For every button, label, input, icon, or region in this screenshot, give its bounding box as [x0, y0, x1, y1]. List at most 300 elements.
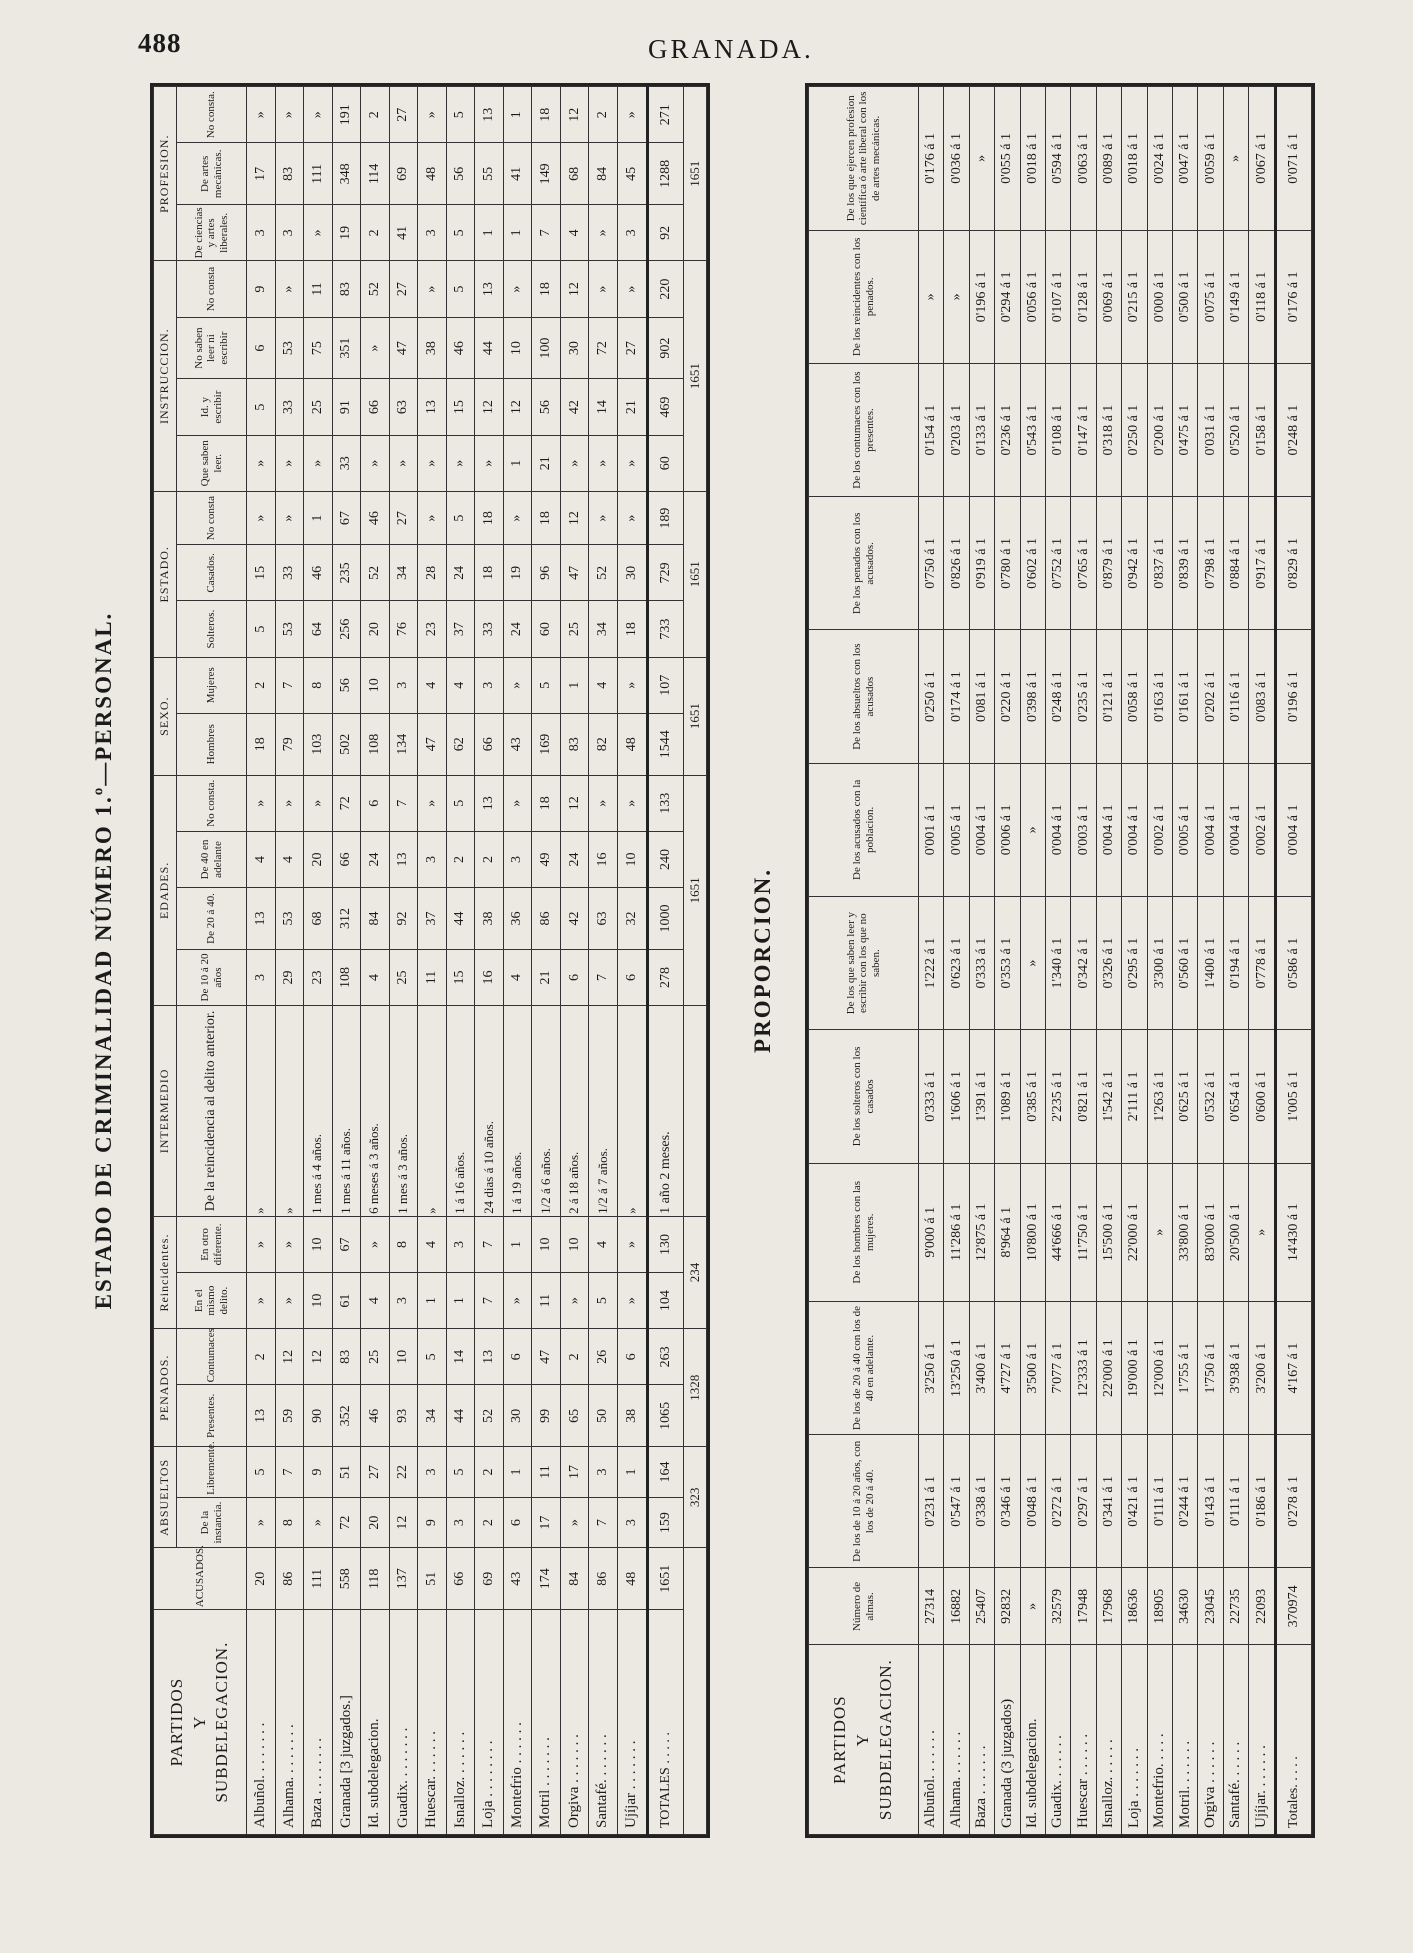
cell-otro: 4	[589, 1216, 618, 1272]
col-prop-hombres-mujeres: De los hombres con las mujeres.	[809, 1163, 919, 1301]
cell-mismo: 1	[418, 1273, 447, 1329]
total-snc: 189	[648, 491, 684, 544]
cell-mujeres: 8	[304, 657, 333, 713]
cell-c8: 0'780 á 1	[995, 497, 1020, 630]
cell-contumaces: 26	[589, 1329, 618, 1385]
cell-hombres: 62	[446, 713, 475, 775]
cell-mujeres: 1	[560, 657, 589, 713]
total-intermedio: 1 año 2 meses.	[648, 1006, 684, 1217]
cell-escribir: 12	[503, 379, 532, 435]
cell-mismo: »	[617, 1273, 647, 1329]
cell-leer: »	[247, 435, 276, 491]
cell-c5: 3'300 á 1	[1147, 897, 1172, 1030]
cell-mismo: 5	[589, 1273, 618, 1329]
cell-c1: 0'341 á 1	[1096, 1435, 1121, 1568]
cell-c10: 0'056 á 1	[1020, 230, 1045, 363]
cell-c8: 0'602 á 1	[1020, 497, 1045, 630]
cell-solteros: 33	[475, 601, 504, 657]
cell-c2: 7'077 á 1	[1046, 1301, 1071, 1434]
cell-c4: 0'625 á 1	[1173, 1030, 1198, 1163]
cell-mujeres: »	[617, 657, 647, 713]
cell-hombres: 79	[275, 713, 304, 775]
cell-c1: 0'244 á 1	[1173, 1435, 1198, 1568]
cell-intermedio: 2 á 18 años.	[560, 1006, 589, 1217]
cell-mismo: 4	[361, 1273, 390, 1329]
cell-nosaben: 44	[475, 317, 504, 379]
cell-instancia: 12	[389, 1497, 418, 1548]
total-e40: 240	[648, 831, 684, 887]
cell-otro: »	[617, 1216, 647, 1272]
cell-mujeres: 3	[475, 657, 504, 713]
cell-c10: »	[919, 230, 944, 363]
cell-c9: 0'318 á 1	[1096, 363, 1121, 496]
cell-leer: »	[475, 435, 504, 491]
cell-ciencias: 19	[332, 205, 361, 261]
cell-pnc: »	[275, 87, 304, 143]
cell-presentes: 352	[332, 1385, 361, 1447]
cell-c3: 8'964 á 1	[995, 1163, 1020, 1301]
table-row	[1096, 87, 1121, 1835]
cell-inc: 13	[475, 261, 504, 317]
table-row	[475, 87, 504, 1835]
cell-mecanicas: 48	[418, 143, 447, 205]
total-enc: 133	[648, 775, 684, 831]
partido-name: Motril. . . . . . .	[1173, 1645, 1198, 1835]
cell-presentes: 30	[503, 1385, 532, 1447]
cell-mujeres: 3	[389, 657, 418, 713]
cell-e10: 21	[532, 949, 561, 1005]
cell-otro: 1	[503, 1216, 532, 1272]
cell-c9: 0'158 á 1	[1249, 363, 1276, 496]
cell-e10: 16	[475, 949, 504, 1005]
cell-c9: 0'133 á 1	[969, 363, 994, 496]
cell-ciencias: »	[304, 205, 333, 261]
cell-casados: 33	[275, 545, 304, 601]
col-edad-40: De 40 en adelante	[177, 831, 247, 887]
col-mecanicas: De artes mecánicas.	[177, 143, 247, 205]
cell-c2: 22'000 á 1	[1096, 1301, 1121, 1434]
cell-c11: 0'176 á 1	[919, 87, 944, 231]
cell-c5: 1'222 á 1	[919, 897, 944, 1030]
cell-nosaben: 100	[532, 317, 561, 379]
cell-c8: 0'765 á 1	[1071, 497, 1096, 630]
cell-c3: 20'500 á 1	[1223, 1163, 1248, 1301]
cell-inc: 27	[389, 261, 418, 317]
cell-c5: 0'342 á 1	[1071, 897, 1096, 1030]
total-c6: 0'004 á 1	[1276, 763, 1312, 896]
cell-mismo: 10	[304, 1273, 333, 1329]
cell-c5: 1'400 á 1	[1198, 897, 1223, 1030]
cell-c11: »	[969, 87, 994, 231]
cell-c5: 0'333 á 1	[969, 897, 994, 1030]
cell-c2: 12'000 á 1	[1147, 1301, 1172, 1434]
table-row	[919, 87, 944, 1835]
cell-c4: 0'600 á 1	[1249, 1030, 1276, 1163]
cell-hombres: 66	[475, 713, 504, 775]
cell-e20: 68	[304, 888, 333, 950]
cell-c6: 0'002 á 1	[1147, 763, 1172, 896]
cell-acusados: 84	[560, 1548, 589, 1610]
cell-contumaces: 12	[304, 1329, 333, 1385]
cell-leer: »	[617, 435, 647, 491]
col-contumaces: Contumaces	[177, 1329, 247, 1385]
grand-total-instruccion: 1651	[684, 261, 707, 491]
cell-c9: 0'203 á 1	[944, 363, 969, 496]
cell-c5: 0'194 á 1	[1223, 897, 1248, 1030]
cell-solteros: 64	[304, 601, 333, 657]
cell-instancia: 6	[503, 1497, 532, 1548]
cell-c7: 0'081 á 1	[969, 630, 994, 763]
cell-c6: 0'005 á 1	[1173, 763, 1198, 896]
partido-name: Alhama. . . . . . .	[944, 1645, 969, 1835]
cell-c4: 2'111 á 1	[1122, 1030, 1147, 1163]
col-prop-acusados-poblacion: De los acusados con la poblacion.	[809, 763, 919, 896]
cell-e10: 4	[361, 949, 390, 1005]
total-presentes: 1065	[648, 1385, 684, 1447]
cell-inc: »	[275, 261, 304, 317]
cell-enc: 18	[532, 775, 561, 831]
cell-c7: 0'058 á 1	[1122, 630, 1147, 763]
cell-c6: 0'005 á 1	[944, 763, 969, 896]
table-row	[389, 87, 418, 1835]
partido-name: Motril . . . . . . .	[532, 1610, 561, 1835]
cell-casados: 52	[589, 545, 618, 601]
cell-leer: »	[589, 435, 618, 491]
cell-c1: 0'143 á 1	[1198, 1435, 1223, 1568]
cell-nosaben: 30	[560, 317, 589, 379]
grand-total-profesion: 1651	[684, 87, 707, 261]
col-profesion-no-consta: No consta.	[177, 87, 247, 143]
cell-enc: 7	[389, 775, 418, 831]
cell-c1: 0'421 á 1	[1122, 1435, 1147, 1568]
cell-c9: 0'543 á 1	[1020, 363, 1045, 496]
cell-almas: 34630	[1173, 1568, 1198, 1645]
cell-pnc: 2	[361, 87, 390, 143]
cell-c1: 0'547 á 1	[944, 1435, 969, 1568]
cell-otro: 4	[418, 1216, 447, 1272]
cell-c3: 33'800 á 1	[1173, 1163, 1198, 1301]
cell-acusados: 69	[475, 1548, 504, 1610]
cell-contumaces: 6	[617, 1329, 647, 1385]
partido-name: Id. subdelegacion.	[1020, 1645, 1045, 1835]
cell-c5: 0'778 á 1	[1249, 897, 1276, 1030]
cell-c11: 0'036 á 1	[944, 87, 969, 231]
cell-escribir: 12	[475, 379, 504, 435]
cell-acusados: 86	[275, 1548, 304, 1610]
cell-libremente: 27	[361, 1447, 390, 1498]
cell-c4: 1'391 á 1	[969, 1030, 994, 1163]
cell-mujeres: 4	[418, 657, 447, 713]
cell-presentes: 38	[617, 1385, 647, 1447]
proporcion-table-frame	[750, 83, 1315, 1838]
table-row	[969, 87, 994, 1835]
cell-leer: »	[446, 435, 475, 491]
cell-c2: 3'938 á 1	[1223, 1301, 1248, 1434]
total-acusados: 1651	[648, 1548, 684, 1610]
partido-name: Huescar . . . . . .	[1071, 1645, 1096, 1835]
cell-snc: »	[617, 491, 647, 544]
cell-e20: 53	[275, 888, 304, 950]
cell-c3: 15'500 á 1	[1096, 1163, 1121, 1301]
total-ciencias: 92	[648, 205, 684, 261]
cell-almas: 17968	[1096, 1568, 1121, 1645]
cell-nosaben: 351	[332, 317, 361, 379]
cell-ciencias: 3	[247, 205, 276, 261]
cell-escribir: 14	[589, 379, 618, 435]
cell-snc: 18	[475, 491, 504, 544]
cell-leer: »	[275, 435, 304, 491]
proporcion-table	[808, 86, 1312, 1835]
cell-c11: 0'089 á 1	[1096, 87, 1121, 231]
partido-name: Huescar. . . . . . .	[418, 1610, 447, 1835]
cell-c9: 0'147 á 1	[1071, 363, 1096, 496]
cell-c6: 0'003 á 1	[1071, 763, 1096, 896]
cell-casados: 34	[389, 545, 418, 601]
cell-escribir: 33	[275, 379, 304, 435]
cell-c2: 12'333 á 1	[1071, 1301, 1096, 1434]
cell-c3: 22'000 á 1	[1122, 1163, 1147, 1301]
table-row	[1071, 87, 1096, 1835]
cell-contumaces: 2	[247, 1329, 276, 1385]
cell-c2: 4'727 á 1	[995, 1301, 1020, 1434]
cell-enc: »	[617, 775, 647, 831]
cell-pnc: »	[304, 87, 333, 143]
cell-ciencias: 3	[418, 205, 447, 261]
page-header-title: GRANADA.	[648, 34, 814, 64]
cell-e20: 84	[361, 888, 390, 950]
cell-c4: 2'235 á 1	[1046, 1030, 1071, 1163]
col-prop-absueltos-acusados: De los absueltos con los acusados	[809, 630, 919, 763]
cell-intermedio: »	[275, 1006, 304, 1217]
absueltos-header: ABSUELTOS	[154, 1447, 177, 1548]
cell-c7: 0'398 á 1	[1020, 630, 1045, 763]
cell-instancia: 7	[589, 1497, 618, 1548]
cell-c3: 9'000 á 1	[919, 1163, 944, 1301]
cell-snc: 46	[361, 491, 390, 544]
table-row	[1173, 87, 1198, 1835]
grand-total-estado: 1651	[684, 491, 707, 657]
cell-libremente: 7	[275, 1447, 304, 1498]
cell-c9: 0'031 á 1	[1198, 363, 1223, 496]
cell-pnc: 18	[532, 87, 561, 143]
cell-mujeres: 7	[275, 657, 304, 713]
personal-table-frame	[91, 83, 710, 1838]
col-edad-10-20: De 10 á 20 años	[177, 949, 247, 1005]
cell-e40: 3	[418, 831, 447, 887]
cell-c4: 0'821 á 1	[1071, 1030, 1096, 1163]
partido-name: Alhama. . . . . . . .	[275, 1610, 304, 1835]
cell-leer: »	[418, 435, 447, 491]
cell-pnc: 12	[560, 87, 589, 143]
cell-c7: 0'121 á 1	[1096, 630, 1121, 763]
total-leer: 60	[648, 435, 684, 491]
cell-enc: »	[247, 775, 276, 831]
cell-nosaben: »	[361, 317, 390, 379]
penados-header: PENADOS.	[154, 1329, 177, 1447]
cell-c7: 0'163 á 1	[1147, 630, 1172, 763]
cell-escribir: 13	[418, 379, 447, 435]
cell-contumaces: 25	[361, 1329, 390, 1385]
cell-c2: 19'000 á 1	[1122, 1301, 1147, 1434]
cell-e10: 7	[589, 949, 618, 1005]
cell-e10: 6	[560, 949, 589, 1005]
col-saben-leer: Que saben leer.	[177, 435, 247, 491]
cell-c10: »	[944, 230, 969, 363]
cell-libremente: 22	[389, 1447, 418, 1498]
cell-hombres: 47	[418, 713, 447, 775]
cell-c7: 0'202 á 1	[1198, 630, 1223, 763]
instruccion-header: INSTRUCCION.	[154, 261, 177, 491]
total-e10: 278	[648, 949, 684, 1005]
cell-c1: 0'048 á 1	[1020, 1435, 1045, 1568]
personal-table-title: ESTADO DE CRIMINALIDAD NÚMERO 1.º—PERSONAL.	[91, 611, 116, 1310]
cell-c10: 0'069 á 1	[1096, 230, 1121, 363]
table-row	[503, 87, 532, 1835]
cell-snc: »	[247, 491, 276, 544]
cell-c8: 0'839 á 1	[1173, 497, 1198, 630]
cell-c4: 0'532 á 1	[1198, 1030, 1223, 1163]
cell-intermedio: 1 á 16 años.	[446, 1006, 475, 1217]
cell-instancia: »	[247, 1497, 276, 1548]
partido-name: Albuñol. . . . . . .	[919, 1645, 944, 1835]
col-instruccion-no-consta: No consta	[177, 261, 247, 317]
grand-total-sexo: 1651	[684, 657, 707, 775]
cell-instancia: 2	[475, 1497, 504, 1548]
cell-c1: 0'297 á 1	[1071, 1435, 1096, 1568]
cell-e40: 10	[617, 831, 647, 887]
cell-c11: 0'594 á 1	[1046, 87, 1071, 231]
partido-name: Id. subdelegacion.	[361, 1610, 390, 1835]
cell-c3: 44'666 á 1	[1046, 1163, 1071, 1301]
cell-c10: 0'118 á 1	[1249, 230, 1276, 363]
partido-name: Guadix. . . . . . . .	[389, 1610, 418, 1835]
cell-c2: 3'500 á 1	[1020, 1301, 1045, 1434]
cell-mecanicas: 348	[332, 143, 361, 205]
cell-acusados: 51	[418, 1548, 447, 1610]
cell-c2: 13'250 á 1	[944, 1301, 969, 1434]
cell-mecanicas: 45	[617, 143, 647, 205]
cell-hombres: 502	[332, 713, 361, 775]
cell-ciencias: 4	[560, 205, 589, 261]
cell-mecanicas: 111	[304, 143, 333, 205]
cell-contumaces: 47	[532, 1329, 561, 1385]
table-row	[995, 87, 1020, 1835]
cell-c4: 0'333 á 1	[919, 1030, 944, 1163]
cell-leer: »	[361, 435, 390, 491]
col-prop-10-20-vs-20-40: De los de 10 á 20 años, con los de 20 á 40.	[809, 1435, 919, 1568]
cell-mecanicas: 41	[503, 143, 532, 205]
cell-c3: »	[1249, 1163, 1276, 1301]
cell-enc: 5	[446, 775, 475, 831]
total-mujeres: 107	[648, 657, 684, 713]
cell-c8: 0'942 á 1	[1122, 497, 1147, 630]
cell-c7: 0'250 á 1	[919, 630, 944, 763]
cell-solteros: 60	[532, 601, 561, 657]
cell-casados: 235	[332, 545, 361, 601]
cell-solteros: 37	[446, 601, 475, 657]
cell-inc: 11	[304, 261, 333, 317]
cell-nosaben: 6	[247, 317, 276, 379]
cell-c2: 1'750 á 1	[1198, 1301, 1223, 1434]
cell-snc: 1	[304, 491, 333, 544]
cell-intermedio: 24 dias á 10 años.	[475, 1006, 504, 1217]
cell-c3: »	[1147, 1163, 1172, 1301]
table-row	[1223, 87, 1248, 1835]
partido-name: Granada [3 juzgados.]	[332, 1610, 361, 1835]
cell-intermedio: 1 á 19 años.	[503, 1006, 532, 1217]
cell-libremente: 9	[304, 1447, 333, 1498]
cell-almas: 16882	[944, 1568, 969, 1645]
table-row	[1122, 87, 1147, 1835]
col-casados: Casados.	[177, 545, 247, 601]
cell-intermedio: »	[247, 1006, 276, 1217]
total-c8: 0'829 á 1	[1276, 497, 1312, 630]
cell-mecanicas: 149	[532, 143, 561, 205]
cell-casados: 15	[247, 545, 276, 601]
cell-otro: »	[361, 1216, 390, 1272]
cell-c8: 0'879 á 1	[1096, 497, 1121, 630]
cell-acusados: 118	[361, 1548, 390, 1610]
cell-enc: »	[418, 775, 447, 831]
cell-c5: 0'295 á 1	[1122, 897, 1147, 1030]
cell-snc: 5	[446, 491, 475, 544]
cell-almas: 92832	[995, 1568, 1020, 1645]
cell-c1: 0'338 á 1	[969, 1435, 994, 1568]
cell-libremente: 3	[418, 1447, 447, 1498]
cell-c10: 0'196 á 1	[969, 230, 994, 363]
cell-solteros: 18	[617, 601, 647, 657]
cell-mecanicas: 84	[589, 143, 618, 205]
cell-nosaben: 47	[389, 317, 418, 379]
cell-hombres: 18	[247, 713, 276, 775]
cell-instancia: 20	[361, 1497, 390, 1548]
cell-leer: 1	[503, 435, 532, 491]
cell-almas: 17948	[1071, 1568, 1096, 1645]
cell-c11: 0'055 á 1	[995, 87, 1020, 231]
cell-contumaces: 12	[275, 1329, 304, 1385]
cell-instancia: 9	[418, 1497, 447, 1548]
cell-c7: 0'235 á 1	[1071, 630, 1096, 763]
total-otro: 130	[648, 1216, 684, 1272]
total-escribir: 469	[648, 379, 684, 435]
grand-totals-row	[684, 87, 707, 1835]
table-row	[1198, 87, 1223, 1835]
cell-e10: 11	[418, 949, 447, 1005]
cell-inc: 83	[332, 261, 361, 317]
cell-c6: 0'004 á 1	[1223, 763, 1248, 896]
totals-label: Totales. . . . .	[1276, 1645, 1312, 1835]
cell-otro: 3	[446, 1216, 475, 1272]
cell-c11: 0'018 á 1	[1020, 87, 1045, 231]
cell-c5: 0'623 á 1	[944, 897, 969, 1030]
cell-otro: »	[275, 1216, 304, 1272]
col-libremente: Libremente.	[177, 1447, 247, 1498]
cell-e40: 2	[446, 831, 475, 887]
cell-ciencias: 41	[389, 205, 418, 261]
cell-c8: 0'750 á 1	[919, 497, 944, 630]
cell-c6: 0'004 á 1	[1198, 763, 1223, 896]
cell-e10: 23	[304, 949, 333, 1005]
cell-inc: »	[589, 261, 618, 317]
cell-libremente: 17	[560, 1447, 589, 1498]
col-leer-escribir: Id. y escribir	[177, 379, 247, 435]
cell-instancia: »	[304, 1497, 333, 1548]
cell-e10: 25	[389, 949, 418, 1005]
col-no-saben: No saben leer ni escribir	[177, 317, 247, 379]
cell-libremente: 1	[503, 1447, 532, 1498]
cell-c7: 0'083 á 1	[1249, 630, 1276, 763]
cell-enc: 6	[361, 775, 390, 831]
